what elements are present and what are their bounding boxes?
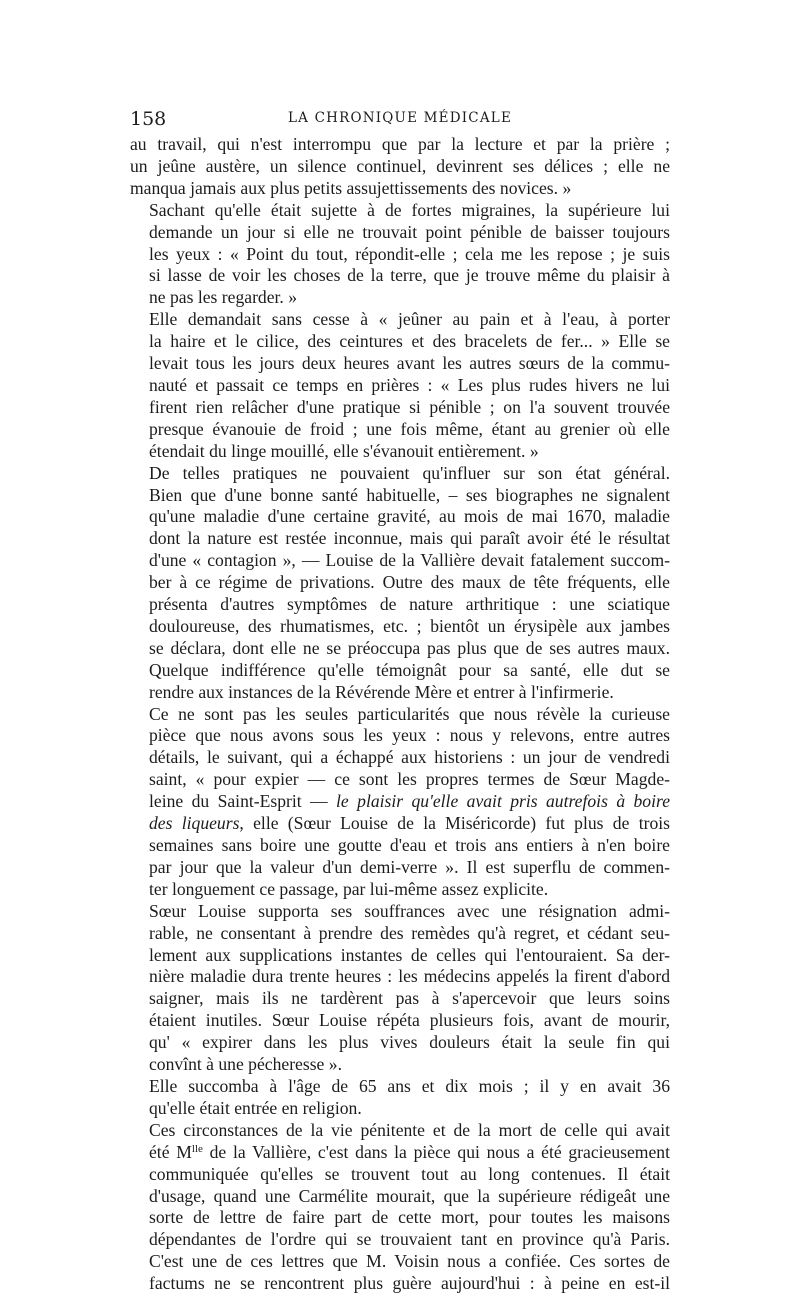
book-page [130, 108, 670, 1295]
text-line: levait tous les jours deux heures avant les autres sœurs de la commu- [149, 353, 670, 374]
text-line: semaines sans boire une goutte d'eau et trois ans entiers à n'en boire [149, 835, 670, 855]
text-line: lement aux supplications instantes de celles qui l'entouraient. Sa der- [149, 944, 670, 965]
text-line: ne pas les regarder. » [149, 287, 298, 308]
text-line: les yeux : « Point du tout, répondit-elle ; cela me les repose ; je suis [149, 243, 670, 264]
text-line: C'est une de ces lettres que M. Voisin nous a confiée. Ces sortes de [149, 1251, 670, 1272]
running-title: LA CHRONIQUE MÉDICALE [287, 110, 512, 126]
text-span: , elle (Sœur Louise de la Miséricorde) fut plus de trois [239, 813, 670, 834]
text-line: par jour que la valeur d'un demi-verre ». Il est superflu de commen- [149, 856, 670, 877]
text-span: de la Vallière, c'est dans la pièce qui nous a été gracieusement [202, 1141, 670, 1162]
text-line: ber à ce régime de privations. Outre des maux de tête fréquents, elle [149, 572, 670, 593]
text-line: au travail, qui n'est interrompu que par la lecture et par la prière ; [130, 134, 670, 154]
text-line: étendait du linge mouillé, elle s'évanouit entièrement. » [149, 440, 539, 461]
text-line: nière maladie dura trente heures : les médecins appelés la firent d'abord [149, 966, 670, 987]
text-line: la haire et le cilice, des ceintures et des bracelets de fer... » Elle se [149, 331, 670, 352]
text-line: Bien que d'une bonne santé habituelle, – ses biographes ne signalent [149, 484, 670, 505]
text-line [130, 813, 670, 835]
text-line: Ce ne sont pas les seules particularités que nous révèle la curieuse [149, 703, 670, 724]
text-line: saigner, mais ils ne tardèrent pas à s'apercevoir que leurs soins [149, 988, 670, 1009]
text-line: pièce que nous avons sous les yeux : nous y relevons, entre autres [149, 725, 670, 746]
italic-quote: des liqueurs [149, 813, 240, 834]
text-span: été M [149, 1141, 192, 1162]
text-line: étaient inutiles. Sœur Louise répéta plusieurs fois, avant de mourir, [149, 1010, 670, 1031]
text-line: qu'elle était entrée en religion. [149, 1097, 362, 1118]
text-line: Elle succomba à l'âge de 65 ans et dix mois ; il y en avait 36 [149, 1075, 670, 1096]
text-line: d'usage, quand une Carmélite mourait, que la supérieure rédigeât une [149, 1185, 670, 1206]
body-text [130, 134, 670, 1295]
paragraph-deces [130, 1076, 670, 1120]
text-line: convînt à une pécheresse ». [149, 1054, 342, 1075]
paragraph-circonstances [130, 1120, 670, 1295]
text-line: dépendantes de l'ordre qui se trouvaient tant en province qu'à Paris. [149, 1229, 670, 1250]
paragraph-continuation [130, 134, 670, 200]
superscript: lle [191, 1142, 203, 1155]
text-line: Sachant qu'elle était sujette à de fortes migraines, la supérieure lui [149, 199, 670, 220]
paragraph-souffrances [130, 901, 670, 1076]
text-line: sorte de lettre de faire part de cette mort, pour toutes les maisons [149, 1207, 670, 1228]
text-line: qu' « expirer dans les plus vives douleurs était la seule fin qui [149, 1032, 670, 1053]
paragraph-migraines [130, 200, 670, 310]
text-line: communiquée qu'elles se trouvent tout au long contenues. Il était [149, 1163, 670, 1184]
text-line: Ces circonstances de la vie pénitente et de la mort de celle qui avait [149, 1119, 670, 1140]
text-line: détails, le suivant, qui a échappé aux historiens : un jour de vendredi [149, 747, 670, 768]
text-line: nauté et passait ce temps en prières : « Les plus rudes hivers ne lui [149, 374, 670, 395]
page-number: 158 [130, 108, 167, 130]
text-line: Elle demandait sans cesse à « jeûner au pain et à l'eau, à porter [149, 309, 670, 330]
text-line: saint, « pour expier — ce sont les propres termes de Sœur Magde- [149, 769, 670, 790]
text-line: Quelque indifférence qu'elle témoignât pour sa santé, elle dut se [149, 659, 670, 680]
text-line: Sœur Louise supporta ses souffrances avec une résignation admi- [149, 900, 670, 921]
paragraph-piece [130, 704, 670, 901]
page-header [130, 108, 670, 134]
text-line: rendre aux instances de la Révérende Mère et entrer à l'infirmerie. [149, 681, 614, 702]
text-line: factums ne se rencontrent plus guère aujourd'hui : à peine en est-il [149, 1273, 670, 1294]
text-line: douloureuse, des rhumatismes, etc. ; bientôt un érysipèle aux jambes [149, 615, 670, 636]
text-span: leine du Saint-Esprit — [149, 791, 337, 812]
text-line: si lasse de voir les choses de la terre, que je trouve même du plaisir à [149, 265, 670, 286]
text-line: présenta d'autres symptômes de nature arthritique : une sciatique [149, 594, 670, 615]
text-line: demande un jour si elle ne trouvait point pénible de baisser toujours [149, 221, 670, 242]
text-line: presque évanouie de froid ; une fois même, étant au grenier où elle [149, 418, 670, 439]
text-line: un jeûne austère, un silence continuel, devinrent ses délices ; elle ne [130, 155, 670, 176]
paragraph-jeuner [130, 309, 670, 462]
text-line: d'une « contagion », — Louise de la Vallière devait fatalement succom- [149, 550, 670, 571]
text-line: dont la nature est restée inconnue, mais qui paraît avoir été le résultat [149, 528, 670, 549]
text-line [130, 1142, 670, 1164]
text-line: qu'une maladie d'une certaine gravité, au mois de mai 1670, maladie [149, 506, 670, 527]
text-line: De telles pratiques ne pouvaient qu'influer sur son état général. [149, 462, 670, 483]
text-line: ter longuement ce passage, par lui-même assez explicite. [149, 878, 549, 899]
paragraph-etat-general [130, 463, 670, 704]
text-line: se déclara, dont elle ne se préoccupa pas plus que de ses autres maux. [149, 637, 670, 658]
text-line: manqua jamais aux plus petits assujettissements des novices. » [130, 177, 572, 198]
text-line [130, 791, 670, 813]
italic-quote: le plaisir qu'elle avait pris autrefois à boire [336, 791, 670, 812]
text-line: firent rien relâcher d'une pratique si pénible ; on l'a souvent trouvée [149, 396, 670, 417]
text-line: rable, ne consentant à prendre des remèdes qu'à regret, et cédant seu- [149, 922, 670, 943]
